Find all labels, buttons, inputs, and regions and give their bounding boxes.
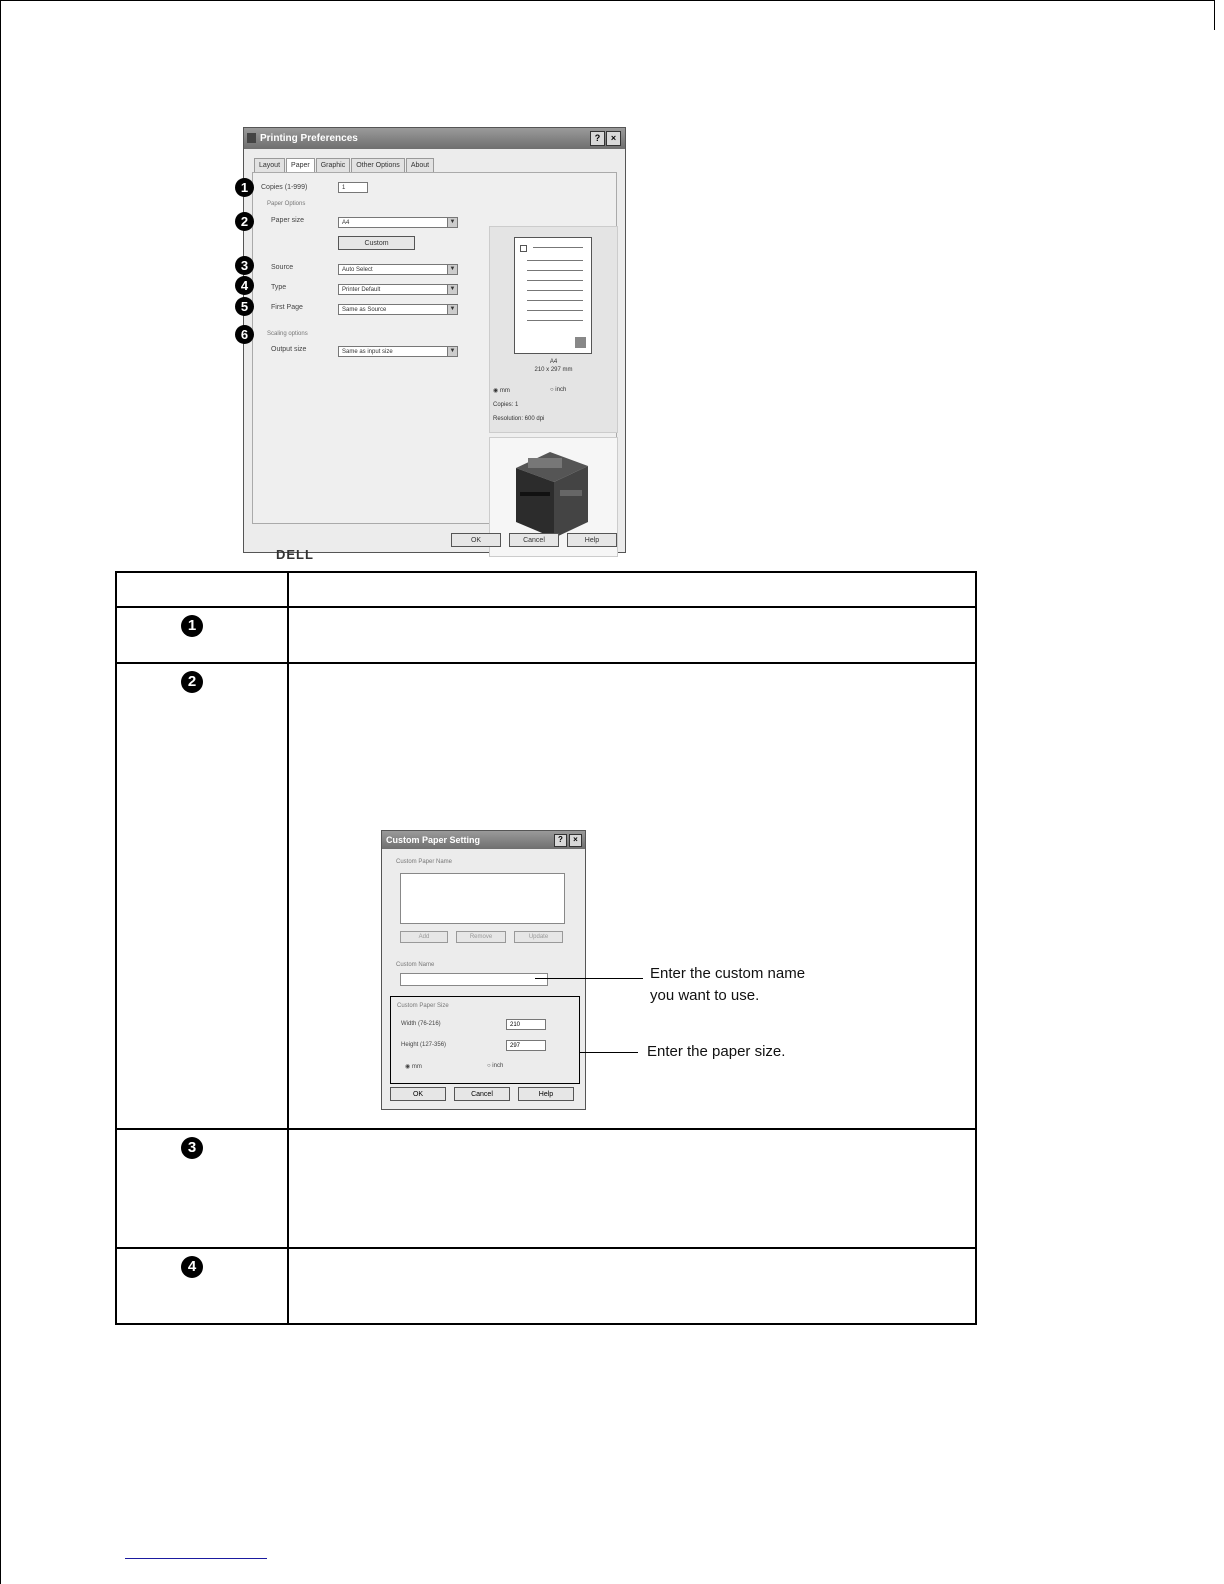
preview-paper-name: A4 (549, 359, 558, 365)
paper-preview (489, 226, 618, 433)
help-button[interactable]: Help (567, 533, 617, 547)
tab-bar (254, 158, 435, 172)
first-page-value: Same as Source (342, 307, 387, 313)
source-label: Source (271, 264, 294, 271)
width-input[interactable]: 210 (506, 1019, 546, 1030)
chevron-down-icon: ▼ (447, 305, 457, 314)
checkbox-icon (520, 245, 527, 252)
paper-name-group-label: Custom Paper Name (396, 859, 453, 865)
callout-marker-3: 3 (235, 256, 254, 275)
page-border (0, 0, 1, 1584)
callout-custom-name-line2: you want to use. (650, 987, 760, 1004)
custom-name-input[interactable] (400, 973, 548, 986)
paper-options-group-label: Paper Options (267, 201, 306, 207)
output-size-label: Output size (271, 346, 307, 353)
add-button[interactable]: Add (400, 931, 448, 943)
chevron-down-icon: ▼ (447, 265, 457, 274)
paper-size-value: A4 (342, 220, 350, 226)
unit-inch-radio[interactable]: ○ inch (550, 387, 567, 393)
unit-mm-label: mm (499, 388, 510, 394)
unit-mm-label: mm (411, 1064, 422, 1070)
paper-preview-sheet (514, 237, 592, 354)
table-row-divider (117, 606, 975, 608)
page-border (0, 0, 1214, 1)
paper-size-select[interactable] (338, 217, 458, 228)
table-column-divider (287, 573, 289, 1323)
grid-icon (575, 337, 586, 348)
custom-paper-setting-dialog (381, 830, 586, 1110)
unit-inch-label: inch (492, 1063, 504, 1069)
height-input[interactable]: 297 (506, 1040, 546, 1051)
type-select[interactable] (338, 284, 458, 295)
unit-inch-label: inch (555, 387, 567, 393)
custom-dialog-title: Custom Paper Setting (386, 835, 481, 845)
printer-icon (247, 133, 256, 143)
tab-other-options[interactable]: Other Options (351, 158, 405, 172)
callout-custom-name-line1: Enter the custom name (650, 965, 806, 982)
source-value: Auto Select (342, 267, 373, 273)
unit-mm-radio[interactable]: ◉ mm (493, 388, 510, 394)
dialog-title: Printing Preferences (260, 133, 358, 144)
custom-button[interactable]: Custom (338, 236, 415, 250)
output-size-value: Same as input size (342, 349, 393, 355)
table-row-number-3: 3 (181, 1137, 203, 1159)
custom-paper-list[interactable] (400, 873, 565, 924)
callout-line-size (580, 1052, 638, 1053)
callout-marker-6: 6 (235, 325, 254, 344)
height-label: Height (127-356) (401, 1042, 447, 1048)
tab-layout[interactable]: Layout (254, 158, 285, 172)
dell-logo: DELL (276, 547, 314, 562)
help-icon[interactable]: ? (554, 834, 567, 847)
custom-dialog-title-bar (382, 831, 585, 849)
page-border (1214, 0, 1215, 30)
callout-custom-name (650, 963, 805, 1007)
cancel-button[interactable]: Cancel (509, 533, 559, 547)
table-row-divider (117, 1128, 975, 1130)
table-row-divider (117, 1247, 975, 1249)
table-row-number-2: 2 (181, 671, 203, 693)
type-value: Printer Default (342, 287, 381, 293)
copies-input[interactable]: 1 (338, 182, 368, 193)
custom-cancel-button[interactable]: Cancel (454, 1087, 510, 1101)
callout-paper-size: Enter the paper size. (647, 1043, 786, 1060)
paper-size-label: Paper size (271, 217, 305, 224)
unit-mm-radio[interactable]: ◉ mm (405, 1064, 422, 1070)
tab-paper[interactable]: Paper (286, 158, 315, 172)
custom-name-label: Custom Name (396, 962, 435, 968)
callout-line-name (535, 978, 643, 979)
chevron-down-icon: ▼ (447, 347, 457, 356)
remove-button[interactable]: Remove (456, 931, 506, 943)
update-button[interactable]: Update (514, 931, 563, 943)
copies-info: Copies: 1 (493, 402, 519, 408)
chevron-down-icon: ▼ (447, 285, 457, 294)
table-row-divider (117, 662, 975, 664)
close-icon[interactable]: × (569, 834, 582, 847)
callout-marker-4: 4 (235, 276, 254, 295)
width-label: Width (76-216) (401, 1021, 441, 1027)
printing-preferences-dialog (240, 127, 626, 562)
scaling-group-label: Scaling options (267, 331, 308, 337)
source-select[interactable] (338, 264, 458, 275)
callout-marker-1: 1 (235, 178, 254, 197)
ok-button[interactable]: OK (451, 533, 501, 547)
custom-ok-button[interactable]: OK (390, 1087, 446, 1101)
type-label: Type (271, 284, 287, 291)
chevron-down-icon: ▼ (447, 218, 457, 227)
callout-marker-5: 5 (235, 297, 254, 316)
dialog-title-bar (244, 128, 625, 149)
unit-inch-radio[interactable]: ○ inch (487, 1063, 504, 1069)
tab-about[interactable]: About (406, 158, 434, 172)
footer-link-underline[interactable] (125, 1558, 267, 1559)
first-page-label: First Page (271, 304, 303, 311)
resolution-info: Resolution: 600 dpi (493, 416, 545, 422)
paper-size-group-label: Custom Paper Size (397, 1003, 449, 1009)
callout-marker-2: 2 (235, 212, 254, 231)
table-row-number-4: 4 (181, 1256, 203, 1278)
close-icon[interactable]: × (606, 131, 621, 146)
custom-paper-size-group (390, 996, 580, 1084)
custom-help-button[interactable]: Help (518, 1087, 574, 1101)
table-row-number-1: 1 (181, 615, 203, 637)
tab-graphic[interactable]: Graphic (316, 158, 351, 172)
copies-label: Copies (1-999) (261, 184, 308, 191)
first-page-select[interactable] (338, 304, 458, 315)
output-size-select[interactable] (338, 346, 458, 357)
preview-paper-dims: 210 x 297 mm (534, 367, 573, 373)
help-icon[interactable]: ? (590, 131, 605, 146)
